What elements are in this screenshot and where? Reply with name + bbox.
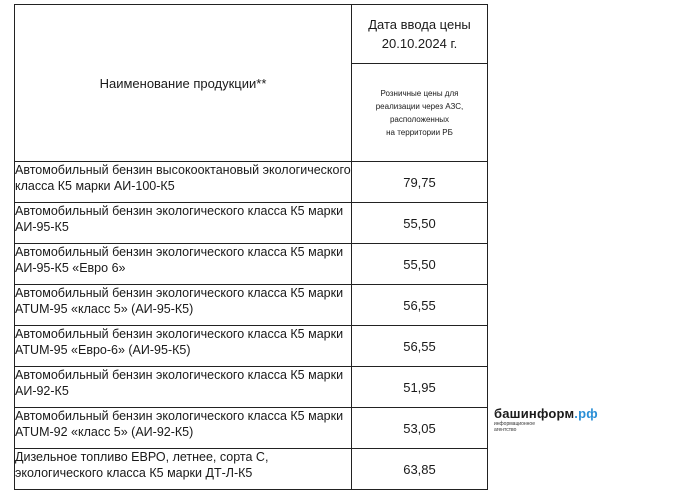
product-name: Автомобильный бензин экологического класса К5 марки АИ-95-К5	[15, 203, 352, 244]
product-price: 79,75	[352, 162, 488, 203]
header-retail-note-line: на территории РБ	[386, 127, 453, 137]
header-retail-note-line: Розничные цены для	[380, 88, 459, 98]
table-row	[15, 203, 488, 244]
product-name: Дизельное топливо ЕВРО, летнее, сорта С, экологического класса К5 марки ДТ-Л-К5	[15, 449, 352, 490]
fuel-price-table	[14, 4, 488, 490]
table-row	[15, 367, 488, 408]
product-price: 56,55	[352, 285, 488, 326]
watermark-subtitle	[494, 421, 544, 433]
product-price: 56,55	[352, 326, 488, 367]
watermark-subtitle-line2: агентство	[494, 427, 517, 433]
product-price: 51,95	[352, 367, 488, 408]
product-name: Автомобильный бензин экологического класса К5 марки АИ-95-К5 «Евро 6»	[15, 244, 352, 285]
product-price: 53,05	[352, 408, 488, 449]
table-row	[15, 326, 488, 367]
header-retail-note	[352, 64, 488, 162]
table-row	[15, 285, 488, 326]
header-retail-note-line: реализации через АЗС,	[375, 101, 464, 111]
product-name: Автомобильный бензин высокооктановый экологического класса К5 марки АИ-100-К5	[15, 162, 352, 203]
watermark-subtitle-line1: информационное	[494, 421, 535, 427]
header-product-name: Наименование продукции**	[15, 5, 352, 162]
product-name: Автомобильный бензин экологического класса К5 марки АИ-92-К5	[15, 367, 352, 408]
table-row	[15, 162, 488, 203]
table-row	[15, 449, 488, 490]
table-row	[15, 408, 488, 449]
watermark-domain: .рф	[574, 406, 598, 421]
watermark-brand-name: башинформ	[494, 406, 575, 421]
watermark-brand	[494, 406, 654, 421]
header-date-line1: Дата ввода цены	[368, 17, 471, 33]
product-price: 55,50	[352, 244, 488, 285]
product-name: Автомобильный бензин экологического класса К5 марки ATUM-95 «Евро-6» (АИ-95-К5)	[15, 326, 352, 367]
header-retail-note-line: расположенных	[389, 114, 449, 124]
product-name: Автомобильный бензин экологического класса К5 марки ATUM-95 «класс 5» (АИ-95-К5)	[15, 285, 352, 326]
header-date-line2: 20.10.2024 г.	[381, 36, 458, 52]
table-row	[15, 244, 488, 285]
product-price: 55,50	[352, 203, 488, 244]
product-name: Автомобильный бензин экологического класса К5 марки ATUM-92 «класс 5» (АИ-92-К5)	[15, 408, 352, 449]
product-price: 63,85	[352, 449, 488, 490]
header-date	[352, 5, 488, 64]
bashinform-watermark	[494, 406, 654, 433]
